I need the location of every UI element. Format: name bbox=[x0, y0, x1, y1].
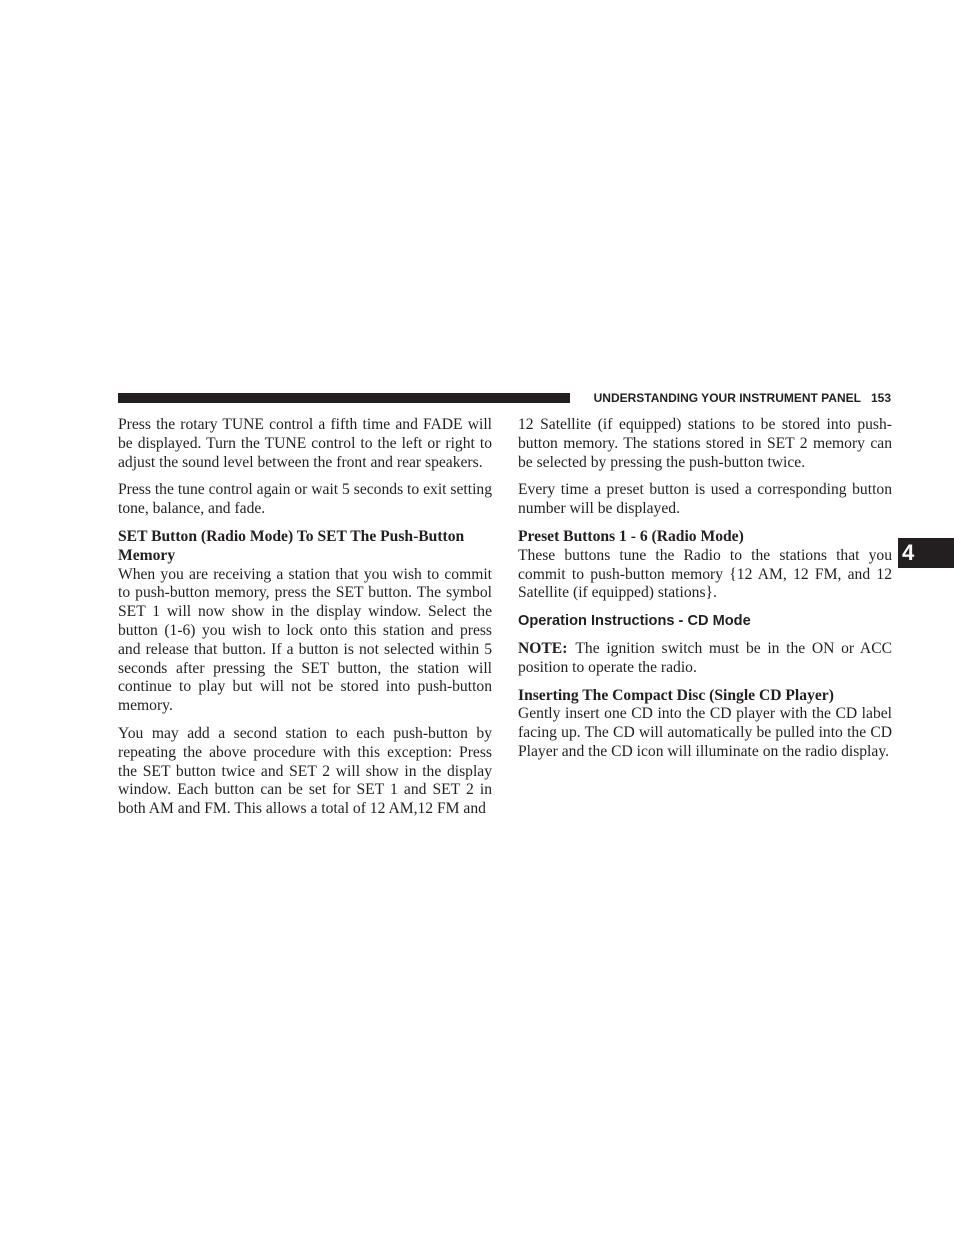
paragraph-satellite-stations: 12 Satellite (if equipped) stations to be stored into push-button memory. The stations stored in SET 2 memory can be selected by pressing the push-button twice. bbox=[518, 416, 892, 471]
heading-preset-buttons: Preset Buttons 1 - 6 (Radio Mode) bbox=[518, 527, 744, 545]
note-paragraph bbox=[518, 640, 892, 678]
note-label: NOTE: bbox=[518, 639, 568, 657]
left-column bbox=[118, 416, 492, 828]
right-column bbox=[518, 416, 892, 771]
paragraph-set-memory: When you are receiving a station that you wish to commit to push-button memory, press the SET button. The symbol SET 1 will now show in the display window. Select the button (1-6) you wish to lock onto this station and press and release that button. If a button is not selected within 5 seconds after pressing the SET button, the station will continue to play but will not be stored into push-button memory. bbox=[118, 565, 492, 715]
chapter-tab: 4 bbox=[898, 538, 954, 568]
paragraph-exit-setting: Press the tune control again or wait 5 seconds to exit setting tone, balance, and fade. bbox=[118, 481, 492, 518]
section-title: UNDERSTANDING YOUR INSTRUMENT PANEL bbox=[593, 391, 861, 405]
header-rule bbox=[118, 393, 570, 403]
page-number: 153 bbox=[870, 391, 891, 405]
running-header bbox=[578, 390, 891, 406]
paragraph-inserting-cd: Gently insert one CD into the CD player with the CD label facing up. The CD will automatically be pulled into the CD Player and the CD icon will illuminate on the radio display. bbox=[518, 705, 892, 760]
paragraph-preset-buttons: These buttons tune the Radio to the stations that you commit to push-button memory {12 AM, 12 FM, and 12 Satellite (if equipped) stations}. bbox=[518, 546, 892, 602]
heading-inserting-cd: Inserting The Compact Disc (Single CD Player) bbox=[518, 686, 834, 704]
heading-set-button: SET Button (Radio Mode) To SET The Push-Button Memory bbox=[118, 527, 465, 564]
paragraph-preset-number: Every time a preset button is used a corresponding button number will be displayed. bbox=[518, 481, 892, 518]
paragraph-second-station: You may add a second station to each push-button by repeating the above procedure with this exception: Press the SET button twice and SET 2 will show in the display window. Each button can be set for SET 1 and SET 2 in both AM and FM. This allows a total of 12 AM,12 FM and bbox=[118, 724, 492, 818]
paragraph-fade: Press the rotary TUNE control a fifth time and FADE will be displayed. Turn the TUNE control to the left or right to adjust the sound level between the front and rear speakers. bbox=[118, 416, 492, 471]
heading-cd-mode: Operation Instructions - CD Mode bbox=[518, 613, 751, 630]
note-text: The ignition switch must be in the ON or ACC position to operate the radio. bbox=[518, 639, 892, 676]
